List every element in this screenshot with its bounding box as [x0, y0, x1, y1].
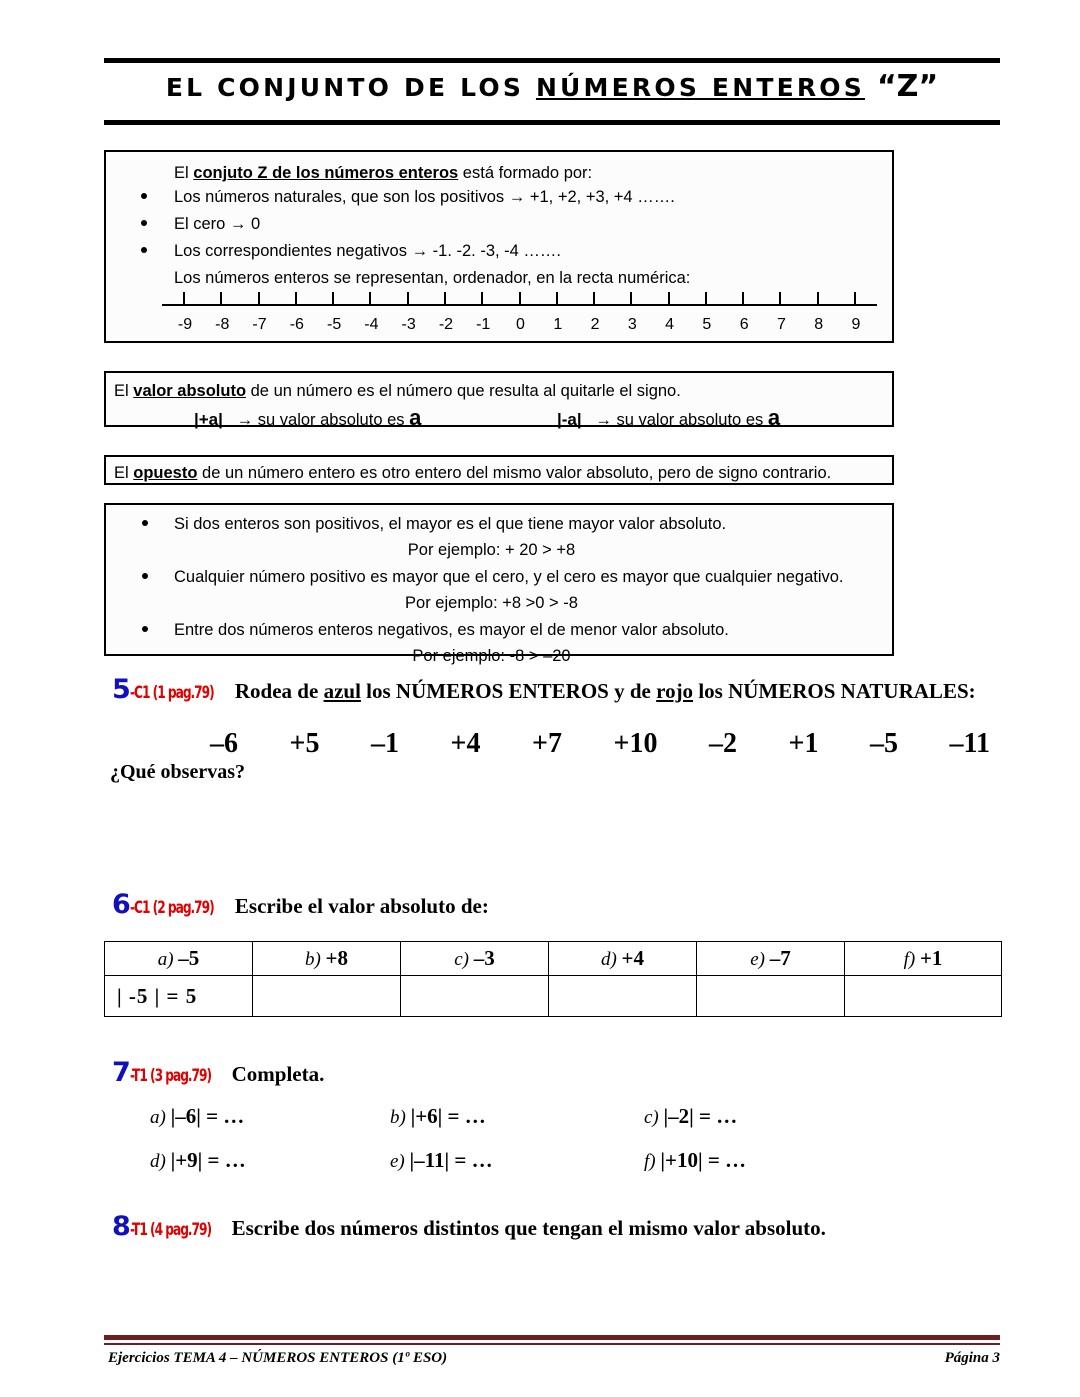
valor-suffix: de un número es el número que resulta al quitarle el signo.: [246, 382, 681, 400]
exercise-8-statement: Escribe dos números distintos que tengan el mismo valor absoluto.: [231, 1216, 826, 1240]
number-line-tick: [593, 292, 595, 306]
number-line-tick-label: -5: [326, 316, 342, 333]
number-line-tick: [854, 292, 856, 306]
table-header-value: +4: [621, 946, 645, 970]
table-row: [105, 976, 1002, 1017]
exercise-6-reference: -C1 (2 pag.79): [130, 898, 214, 918]
valor-arrow-text-negative: → su valor absoluto es: [595, 411, 764, 429]
exercise-7-item[interactable]: [616, 1148, 870, 1192]
valor-prefix: El: [114, 382, 134, 400]
definition-box-opuesto: [104, 455, 894, 485]
list-item: [136, 211, 876, 237]
valor-result-negative: a: [767, 405, 781, 430]
exercise-7-item-expression: |+9| = …: [170, 1148, 246, 1172]
number-line-tick: [258, 292, 260, 306]
table-header-letter: d): [600, 949, 622, 970]
exercise-6-table: [104, 941, 1002, 1017]
exercise-7-item[interactable]: [376, 1104, 616, 1148]
table-header-cell: [253, 942, 401, 976]
definition-box-valor-absoluto: [104, 371, 894, 430]
exercise-7-item[interactable]: [150, 1148, 376, 1192]
comparacion-example-1: Por ejemplo: + 20 > +8: [407, 541, 576, 560]
definition-box-comparacion: [104, 503, 894, 666]
bullet-dot-icon: [141, 247, 147, 253]
list-item-label: Si dos enteros son positivos, el mayor es el que tiene mayor valor absoluto.: [174, 515, 727, 533]
conjunto-heading-bold: conjuto Z de los números enteros: [193, 164, 459, 182]
valor-term: valor absoluto: [133, 382, 247, 400]
valor-example-negative: [557, 401, 780, 436]
comparacion-example-3: Por ejemplo: -8 > –20: [412, 647, 571, 666]
table-header-value: –7: [769, 946, 791, 970]
number-line-tick: [407, 292, 409, 306]
exercise-5-number-item[interactable]: +4: [450, 728, 481, 759]
exercise-7-item-letter: e): [390, 1151, 410, 1172]
exercise-5-statement: [235, 679, 976, 703]
exercise-5-number-item[interactable]: +7: [532, 728, 562, 759]
table-header-value: –5: [178, 946, 200, 970]
exercise-7-item[interactable]: [376, 1148, 616, 1192]
conjunto-heading: [174, 160, 592, 186]
definition-box-conjunto-z: [104, 150, 894, 343]
exercise-7-items: [150, 1104, 870, 1192]
exercise-5-text-part2: los NÚMEROS ENTEROS y de: [360, 679, 657, 703]
page-title-symbol: “Z”: [876, 69, 939, 104]
number-line-tick-label: -6: [289, 316, 304, 333]
number-line-diagram: [162, 284, 877, 336]
exercise-8-reference: -T1 (4 pag.79): [130, 1220, 212, 1240]
bullet-dot-icon: [142, 520, 148, 526]
comparacion-example-2: Por ejemplo: +8 >0 > -8: [405, 594, 578, 613]
exercise-7-item-expression: |+10| = …: [660, 1148, 747, 1172]
number-line-tick: [705, 292, 707, 306]
exercise-7-item-expression: |–11| = …: [409, 1148, 493, 1172]
page-title-main: EL CONJUNTO DE LOS: [165, 73, 536, 102]
number-line-tick: [295, 292, 297, 306]
number-line-tick-label: -7: [252, 316, 267, 333]
number-line-tick: [779, 292, 781, 306]
exercise-5-number-item[interactable]: –2: [708, 728, 737, 759]
exercise-5-underline-rojo: rojo: [656, 679, 694, 703]
exercise-7-item-letter: f): [644, 1151, 661, 1172]
exercise-5-number-item[interactable]: –6: [210, 728, 238, 759]
number-line-tick-label: 2: [590, 316, 600, 333]
footer-document-label: Ejercicios TEMA 4 – NÚMEROS ENTEROS (1º ESO): [108, 1350, 448, 1366]
exercise-7-row: [150, 1104, 870, 1148]
exercise-5-reference: -C1 (1 pag.79): [130, 683, 214, 703]
number-line-tick-label: -1: [476, 316, 491, 333]
exercise-8-heading: [112, 1213, 826, 1240]
valor-result-positive: a: [409, 405, 422, 430]
number-line-tick: [481, 292, 483, 306]
number-line-tick-label: -9: [177, 316, 193, 333]
exercise-7-item-letter: d): [150, 1151, 171, 1172]
list-item: [136, 184, 876, 210]
page-title: [104, 69, 1000, 104]
exercise-7-item-letter: b): [390, 1107, 411, 1128]
opuesto-prefix: El: [114, 464, 134, 482]
exercise-7-item-expression: |+6| = …: [410, 1104, 486, 1128]
number-line-tick-label: 1: [553, 316, 563, 333]
table-header-cell: [845, 942, 1002, 976]
table-header-value: +8: [325, 946, 349, 970]
number-line-tick-label: 9: [851, 316, 861, 333]
valor-example-positive: [194, 401, 421, 436]
number-line-tick-label: 0: [516, 316, 525, 333]
number-line-tick-label: 7: [776, 316, 786, 333]
exercise-5-number-item[interactable]: +5: [289, 728, 320, 759]
conjunto-heading-suffix: está formado por:: [458, 164, 593, 182]
number-line-tick: [369, 292, 371, 306]
number-line-tick: [556, 292, 558, 306]
title-rule-top: [104, 58, 1000, 63]
exercise-7-item[interactable]: [616, 1104, 870, 1148]
table-header-value: +1: [919, 946, 943, 970]
table-header-cell: [105, 942, 253, 976]
list-item-label: Los números naturales, que son los positivos → +1, +2, +3, +4 …….: [174, 188, 675, 206]
table-header-value: –3: [473, 946, 495, 970]
exercise-5-number-item[interactable]: +10: [613, 728, 658, 759]
page-title-underlined: NÚMEROS ENTEROS: [535, 73, 865, 102]
opuesto-definition: [114, 460, 831, 486]
valor-arrow-text-positive: → su valor absoluto es: [236, 411, 405, 429]
table-row: [105, 942, 1002, 976]
exercise-5-heading: [112, 676, 976, 703]
exercise-5-number-list: [210, 728, 990, 760]
exercise-5-question: ¿Qué observas?: [110, 761, 245, 783]
number-line-tick: [630, 292, 632, 306]
number-line-tick: [742, 292, 744, 306]
exercise-7-reference: -T1 (3 pag.79): [130, 1066, 212, 1086]
list-item: [136, 511, 881, 537]
table-header-cell: [401, 942, 549, 976]
exercise-5-number-item[interactable]: –11: [949, 728, 990, 759]
footer-page-number: Página 3: [944, 1350, 1000, 1366]
number-line-tick: [220, 292, 222, 306]
exercise-5-text-part3: los NÚMEROS NATURALES:: [693, 679, 976, 703]
list-item-label: El cero → 0: [174, 215, 261, 234]
exercise-7-number: 7: [112, 1057, 131, 1088]
bullet-dot-icon: [142, 573, 148, 579]
exercise-5-number-item[interactable]: –5: [869, 728, 898, 759]
bullet-dot-icon: [142, 626, 148, 632]
table-header-cell: [697, 942, 845, 976]
exercise-6-heading: [112, 891, 489, 918]
conjunto-heading-prefix: El: [174, 164, 194, 182]
number-line-tick-label: 5: [702, 316, 712, 333]
list-item: [136, 617, 881, 643]
number-line-tick-label: 6: [739, 316, 749, 333]
opuesto-term: opuesto: [133, 464, 198, 482]
title-rule-bottom: [104, 120, 1000, 125]
number-line-tick: [817, 292, 819, 306]
exercise-5-number-item[interactable]: +1: [788, 728, 819, 759]
number-line-tick-label: -2: [438, 316, 454, 333]
number-line-tick-label: 8: [814, 316, 824, 333]
table-answer-cell[interactable]: [549, 976, 697, 1017]
exercise-7-item-letter: c): [644, 1107, 664, 1128]
number-line-tick: [332, 292, 334, 306]
footer-rule-thin: [104, 1343, 1000, 1345]
table-header-letter: f): [903, 949, 920, 970]
exercise-7-row: [150, 1148, 870, 1192]
number-line-tick-label: -8: [215, 316, 230, 333]
exercise-7-item-expression: |–6| = …: [170, 1104, 245, 1128]
table-answer-cell[interactable]: [401, 976, 549, 1017]
exercise-8-number: 8: [112, 1211, 131, 1242]
exercise-7-statement: Completa.: [231, 1062, 325, 1086]
exercise-5-underline-azul: azul: [323, 679, 361, 703]
number-line-tick-label: -4: [364, 316, 379, 333]
number-line-tick: [183, 292, 185, 306]
exercise-5-text-part1: Rodea de: [234, 679, 324, 703]
bullet-dot-icon: [141, 220, 147, 226]
table-answer-cell[interactable]: [845, 976, 1002, 1017]
exercise-7-item-letter: a): [150, 1107, 171, 1128]
table-header-letter: e): [750, 949, 770, 970]
list-item-label: Cualquier número positivo es mayor que el cero, y el cero es mayor que cualquier negativo.: [174, 568, 844, 587]
conjunto-closing-text: Los números enteros se representan, ordenador, en la recta numérica:: [174, 269, 691, 288]
number-line-tick-label: 4: [665, 316, 675, 333]
exercise-6-number: 6: [112, 889, 131, 920]
table-answer-cell[interactable]: [697, 976, 845, 1017]
number-line-tick-label: -3: [401, 316, 416, 333]
footer-rule-thick: [104, 1335, 1000, 1340]
table-answer-cell[interactable]: [253, 976, 401, 1017]
exercise-5-number-item[interactable]: –1: [371, 728, 399, 759]
table-header-letter: b): [304, 949, 326, 970]
list-item-label: Entre dos números enteros negativos, es mayor el de menor valor absoluto.: [174, 621, 729, 640]
exercise-5-number: 5: [112, 674, 131, 705]
number-line-tick: [444, 292, 446, 306]
number-line-tick-label: 3: [627, 316, 637, 333]
opuesto-suffix: de un número entero es otro entero del mismo valor absoluto, pero de signo contrario.: [197, 464, 832, 482]
table-header-cell: [549, 942, 697, 976]
table-header-letter: c): [454, 949, 474, 970]
list-item: [136, 238, 876, 264]
table-answer-cell[interactable]: | -5 | = 5: [105, 976, 253, 1017]
exercise-7-item-expression: |–2| = …: [663, 1104, 738, 1128]
comparacion-rule-list: [136, 511, 881, 670]
list-item: [136, 564, 881, 590]
valor-token-positive: |+a|: [194, 410, 223, 429]
exercise-7-heading: [112, 1059, 324, 1086]
exercise-7-item[interactable]: [150, 1104, 376, 1148]
conjunto-bullet-list: [136, 184, 876, 291]
list-item-label: Los correspondientes negativos → -1. -2. -3, -4 …….: [174, 242, 562, 261]
valor-token-negative: |-a|: [557, 410, 582, 429]
number-line-tick: [519, 292, 521, 306]
table-header-letter: a): [157, 949, 179, 970]
exercise-6-statement: Escribe el valor absoluto de:: [234, 894, 489, 918]
number-line-tick: [668, 292, 670, 306]
bullet-dot-icon: [141, 193, 147, 199]
